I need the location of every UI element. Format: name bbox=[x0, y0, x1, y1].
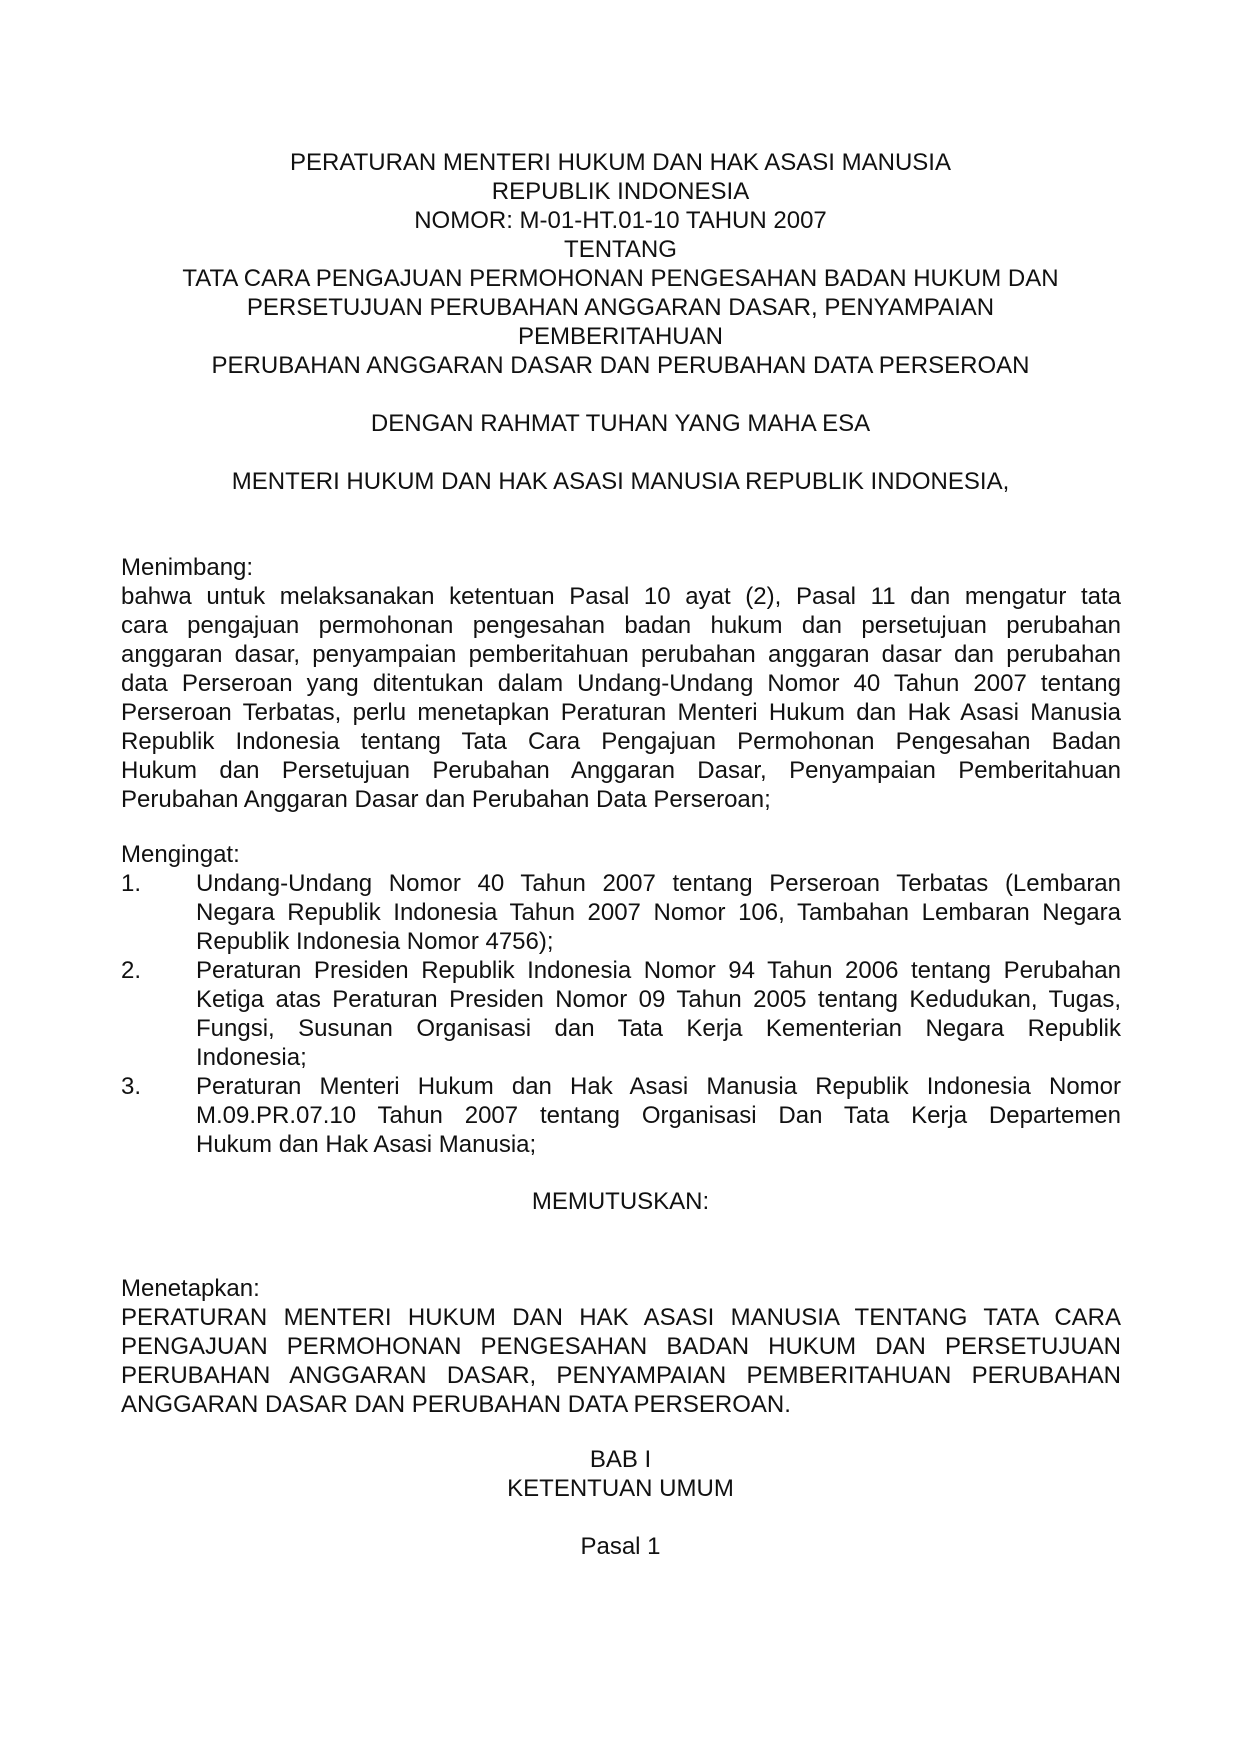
invocation: DENGAN RAHMAT TUHAN YANG MAHA ESA bbox=[370, 410, 871, 437]
menetapkan-line: ANGGARAN DASAR DAN PERUBAHAN DATA PERSEROAN. bbox=[121, 1391, 791, 1418]
bab-heading: BAB I bbox=[589, 1446, 652, 1473]
minister-title: MENTERI HUKUM DAN HAK ASASI MANUSIA REPUBLIK INDONESIA, bbox=[231, 468, 1010, 495]
item-line: Hukum dan Hak Asasi Manusia; bbox=[196, 1131, 537, 1158]
item-text bbox=[196, 956, 1121, 1072]
header-line-2: REPUBLIK INDONESIA bbox=[491, 178, 750, 205]
memutuskan-heading: MEMUTUSKAN: bbox=[531, 1188, 710, 1215]
item-line: M.09.PR.07.10 Tahun 2007 tentang Organisasi Dan Tata Kerja Departemen bbox=[196, 1102, 1121, 1129]
header-line-7: PEMBERITAHUAN bbox=[518, 323, 723, 350]
bab-title: KETENTUAN UMUM bbox=[507, 1475, 734, 1502]
item-number: 2. bbox=[121, 957, 142, 984]
menimbang-line: cara pengajuan permohonan pengesahan badan hukum dan persetujuan perubahan bbox=[121, 612, 1121, 639]
menetapkan-line: PENGAJUAN PERMOHONAN PENGESAHAN BADAN HUKUM DAN PERSETUJUAN bbox=[121, 1333, 1121, 1360]
menetapkan-paragraph bbox=[121, 1303, 1121, 1419]
item-line: Peraturan Menteri Hukum dan Hak Asasi Manusia Republik Indonesia Nomor bbox=[196, 1073, 1121, 1100]
header-line-3: NOMOR: M-01-HT.01-10 TAHUN 2007 bbox=[414, 207, 827, 234]
menimbang-line: bahwa untuk melaksanakan ketentuan Pasal 10 ayat (2), Pasal 11 dan mengatur tata bbox=[121, 583, 1121, 610]
item-number: 3. bbox=[121, 1073, 142, 1100]
menetapkan-line: PERUBAHAN ANGGARAN DASAR, PENYAMPAIAN PEMBERITAHUAN PERUBAHAN bbox=[121, 1362, 1121, 1389]
item-line: Fungsi, Susunan Organisasi dan Tata Kerja Kementerian Negara Republik bbox=[196, 1015, 1121, 1042]
item-line: Negara Republik Indonesia Tahun 2007 Nomor 106, Tambahan Lembaran Negara bbox=[196, 899, 1121, 926]
menetapkan-label: Menetapkan: bbox=[121, 1275, 260, 1302]
menimbang-line: Republik Indonesia tentang Tata Cara Pengajuan Permohonan Pengesahan Badan bbox=[121, 728, 1121, 755]
menimbang-line: Perseroan Terbatas, perlu menetapkan Peraturan Menteri Hukum dan Hak Asasi Manusia bbox=[121, 699, 1121, 726]
header-line-4: TENTANG bbox=[564, 236, 677, 263]
menimbang-label: Menimbang: bbox=[121, 554, 254, 581]
mengingat-label: Mengingat: bbox=[121, 841, 240, 868]
item-line: Undang-Undang Nomor 40 Tahun 2007 tentang Perseroan Terbatas (Lembaran bbox=[196, 870, 1121, 897]
menimbang-line: data Perseroan yang ditentukan dalam Undang-Undang Nomor 40 Tahun 2007 tentang bbox=[121, 670, 1121, 697]
pasal-heading: Pasal 1 bbox=[580, 1533, 661, 1560]
item-number: 1. bbox=[121, 870, 142, 897]
item-line: Peraturan Presiden Republik Indonesia Nomor 94 Tahun 2006 tentang Perubahan bbox=[196, 957, 1121, 984]
item-line: Ketiga atas Peraturan Presiden Nomor 09 Tahun 2005 tentang Kedudukan, Tugas, bbox=[196, 986, 1121, 1013]
header-line-8: PERUBAHAN ANGGARAN DASAR DAN PERUBAHAN DATA PERSEROAN bbox=[211, 352, 1030, 379]
header-line-1: PERATURAN MENTERI HUKUM DAN HAK ASASI MANUSIA bbox=[290, 149, 951, 176]
header-line-6: PERSETUJUAN PERUBAHAN ANGGARAN DASAR, PENYAMPAIAN bbox=[246, 294, 995, 321]
item-text bbox=[196, 869, 1121, 956]
menimbang-paragraph bbox=[121, 582, 1121, 814]
item-text bbox=[196, 1072, 1121, 1159]
header-line-5: TATA CARA PENGAJUAN PERMOHONAN PENGESAHAN BADAN HUKUM DAN bbox=[182, 265, 1059, 292]
item-line: Indonesia; bbox=[196, 1044, 307, 1071]
menetapkan-line: PERATURAN MENTERI HUKUM DAN HAK ASASI MANUSIA TENTANG TATA CARA bbox=[121, 1304, 1121, 1331]
item-line: Republik Indonesia Nomor 4756); bbox=[196, 928, 554, 955]
menimbang-line: Hukum dan Persetujuan Perubahan Anggaran Dasar, Penyampaian Pemberitahuan bbox=[121, 757, 1121, 784]
menimbang-line: anggaran dasar, penyampaian pemberitahuan perubahan anggaran dasar dan perubahan bbox=[121, 641, 1121, 668]
menimbang-line: Perubahan Anggaran Dasar dan Perubahan Data Perseroan; bbox=[121, 786, 771, 813]
